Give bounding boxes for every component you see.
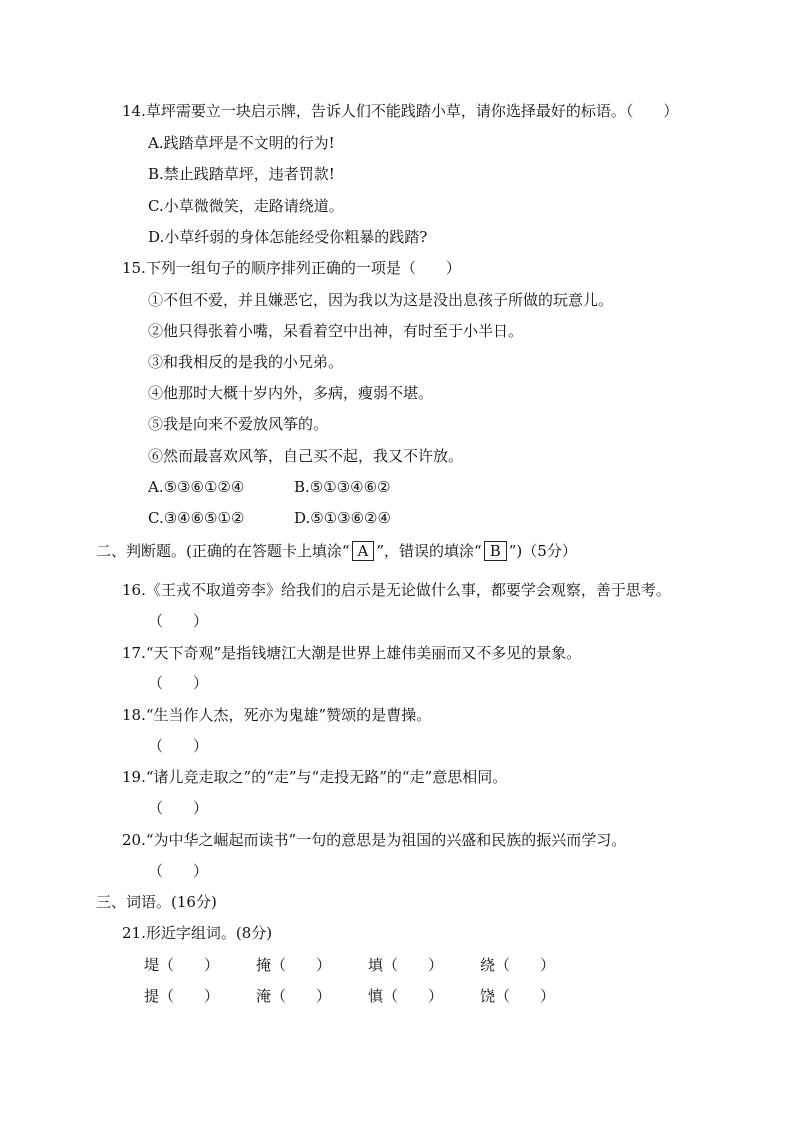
q15-option-a: A.⑤③⑥①②④ [148, 478, 245, 496]
judge-19-text: 19.“诸儿竞走取之”的“走”与“走投无路”的“走”意思相同。 [122, 768, 508, 786]
section-2-title [96, 541, 577, 561]
question-21-stem: 21.形近字组词。(8分) [122, 924, 273, 942]
section-2-title-mid: ”，错误的填涂“ [376, 542, 482, 560]
judge-16-text: 16.《王戎不取道旁李》给我们的启示是无论做什么事，都要学会观察，善于思考。 [122, 581, 671, 599]
answer-box-b: B [484, 541, 507, 561]
word-item: 提（ ） [144, 987, 220, 1005]
word-row-2 [144, 986, 592, 1006]
q15-sentence-1: ①不但不爱，并且嫌恶它，因为我以为这是没出息孩子所做的玩意儿。 [148, 291, 614, 309]
word-item: 饶（ ） [480, 987, 556, 1005]
judge-17-blank: （ ） [148, 674, 209, 692]
judge-18-blank: （ ） [148, 737, 209, 755]
q15-option-c: C.③④⑥⑤①② [148, 509, 245, 527]
word-item: 填（ ） [368, 956, 444, 974]
judge-20-blank: （ ） [148, 862, 209, 880]
judge-20-text: 20.“为中华之崛起而读书”一句的意思是为祖国的兴盛和民族的振兴而学习。 [122, 831, 627, 849]
word-item: 淹（ ） [256, 987, 332, 1005]
q15-sentence-5: ⑤我是向来不爱放风筝的。 [148, 415, 329, 433]
question-14-stem: 14.草坪需要立一块启示牌，告诉人们不能践踏小草，请你选择最好的标语。（ ） [122, 102, 679, 120]
judge-18-text: 18.“生当作人杰，死亦为鬼雄”赞颂的是曹操。 [122, 706, 432, 724]
q14-option-a: A.践踏草坪是不文明的行为! [148, 134, 335, 152]
word-item: 慎（ ） [368, 987, 444, 1005]
section-3-title: 三、词语。(16分) [96, 893, 217, 911]
word-item: 绕（ ） [480, 956, 556, 974]
section-2-title-post: ”)（5分） [508, 542, 577, 560]
q15-sentence-3: ③和我相反的是我的小兄弟。 [148, 353, 344, 371]
word-row-1 [144, 955, 592, 975]
q15-option-b: B.⑤①③④⑥② [294, 478, 391, 496]
q14-option-b: B.禁止践踏草坪，违者罚款! [148, 165, 335, 183]
q14-option-d: D.小草纤弱的身体怎能经受你粗暴的践踏? [148, 228, 428, 246]
q14-option-c: C.小草微微笑，走路请绕道。 [148, 197, 344, 215]
question-15-stem: 15.下列一组句子的顺序排列正确的一项是（ ） [122, 259, 461, 277]
word-item: 堤（ ） [144, 956, 220, 974]
q15-options-row-2 [148, 508, 391, 528]
q15-option-d: D.⑤①③⑥②④ [294, 509, 391, 527]
judge-19-blank: （ ） [148, 799, 209, 817]
q15-sentence-2: ②他只得张着小嘴，呆看着空中出神，有时至于小半日。 [148, 322, 524, 340]
judge-16-blank: （ ） [148, 612, 209, 630]
q15-sentence-4: ④他那时大概十岁内外，多病，瘦弱不堪。 [148, 384, 434, 402]
q15-sentence-6: ⑥然而最喜欢风筝，自己买不起，我又不许放。 [148, 447, 464, 465]
section-2-title-pre: 二、判断题。(正确的在答题卡上填涂“ [96, 542, 350, 560]
q15-options-row-1 [148, 477, 390, 497]
answer-box-a: A [352, 541, 375, 561]
word-item: 掩（ ） [256, 956, 332, 974]
judge-17-text: 17.“天下奇观”是指钱塘江大潮是世界上雄伟美丽而又不多见的景象。 [122, 644, 582, 662]
